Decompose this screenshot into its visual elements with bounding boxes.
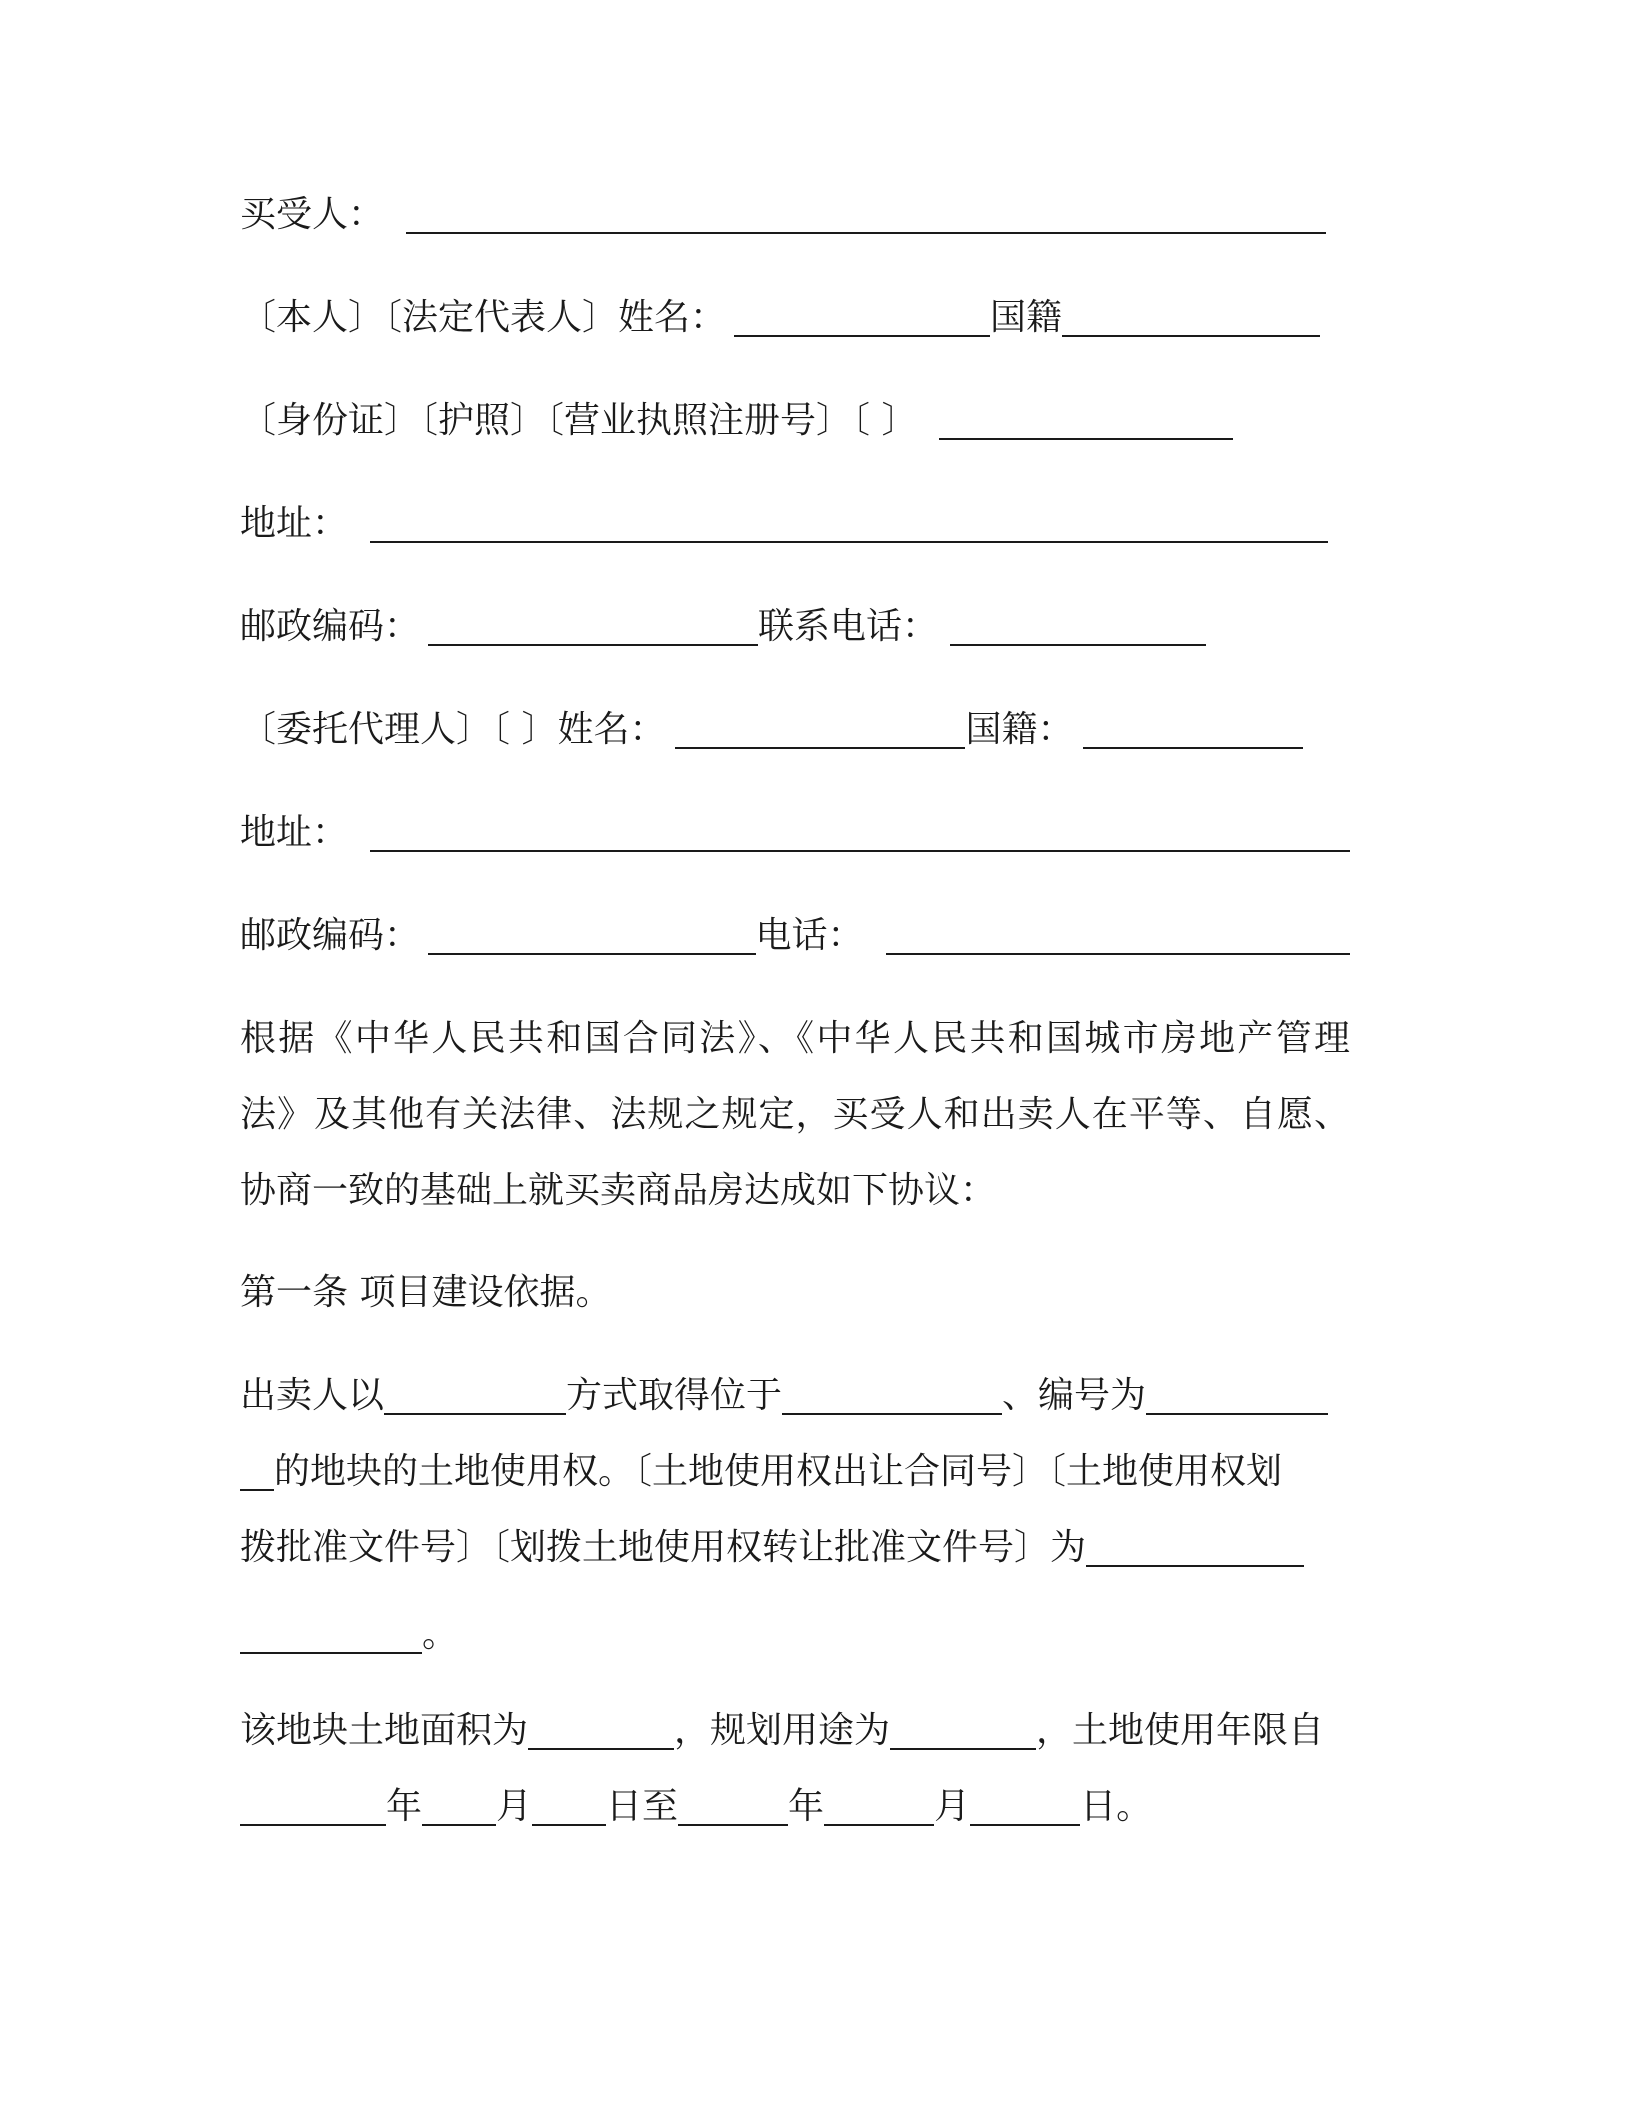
buyer-blank[interactable] bbox=[406, 192, 1326, 234]
buyer-postcode-line bbox=[240, 602, 1350, 652]
buyer-name-blank[interactable] bbox=[734, 295, 990, 337]
agent-name-line bbox=[240, 705, 1350, 755]
approval-doc-text: 拨批准文件号〕〔划拨土地使用权转让批准文件号〕为 bbox=[240, 1527, 1087, 1568]
agent-address-blank[interactable] bbox=[370, 810, 1350, 852]
end-year-blank[interactable] bbox=[678, 1784, 788, 1826]
article-1-p2-line-2 bbox=[240, 1782, 1350, 1832]
agent-address-line bbox=[240, 808, 1350, 858]
buyer-id-line bbox=[240, 396, 1350, 446]
agent-phone-blank[interactable] bbox=[886, 913, 1350, 955]
day-end-label: 日。 bbox=[1080, 1786, 1153, 1827]
month-label-2: 月 bbox=[934, 1786, 971, 1827]
acquire-method-blank[interactable] bbox=[384, 1373, 566, 1415]
day-to-label: 日至 bbox=[606, 1786, 679, 1827]
buyer-nationality-label: 国籍 bbox=[990, 297, 1063, 338]
seller-acquire-label: 出卖人以 bbox=[240, 1375, 385, 1416]
preamble-line-2 bbox=[240, 1090, 1350, 1140]
start-month-blank[interactable] bbox=[422, 1784, 496, 1826]
term-from-label: ，土地使用年限自 bbox=[1036, 1710, 1325, 1751]
article-1-p1-line-4 bbox=[240, 1610, 1350, 1660]
buyer-postcode-label: 邮政编码： bbox=[240, 606, 421, 647]
preamble-text-3: 协商一致的基础上就买卖商品房达成如下协议： bbox=[240, 1170, 997, 1211]
buyer-id-types-label: 〔身份证〕〔护照〕〔营业执照注册号〕〔 〕 bbox=[240, 400, 918, 441]
parcel-number-blank[interactable] bbox=[1146, 1373, 1328, 1415]
article-1-p1-line-3 bbox=[240, 1523, 1350, 1573]
buyer-line bbox=[240, 190, 1350, 240]
buyer-address-blank[interactable] bbox=[370, 501, 1328, 543]
buyer-nationality-blank[interactable] bbox=[1062, 295, 1320, 337]
buyer-postcode-blank[interactable] bbox=[428, 604, 758, 646]
contract-number-blank-cont[interactable] bbox=[240, 1612, 422, 1654]
buyer-phone-blank[interactable] bbox=[950, 604, 1206, 646]
article-1-p1-line-1 bbox=[240, 1371, 1350, 1421]
contract-number-blank[interactable] bbox=[1086, 1525, 1304, 1567]
sentence-end: 。 bbox=[422, 1614, 459, 1655]
location-blank[interactable] bbox=[782, 1373, 1002, 1415]
parcel-number-blank-cont[interactable] bbox=[240, 1449, 274, 1491]
month-label-1: 月 bbox=[496, 1786, 533, 1827]
agent-postcode-line bbox=[240, 911, 1350, 961]
end-day-blank[interactable] bbox=[970, 1784, 1080, 1826]
preamble-text-2: 法》及其他有关法律、法规之规定，买受人和出卖人在平等、自愿、 bbox=[240, 1094, 1350, 1135]
start-year-blank[interactable] bbox=[240, 1784, 386, 1826]
article-1-p1-line-2 bbox=[240, 1447, 1350, 1497]
article-1-heading-line bbox=[240, 1268, 1350, 1318]
agent-phone-label: 电话： bbox=[755, 915, 864, 956]
buyer-id-blank[interactable] bbox=[939, 398, 1233, 440]
year-label-1: 年 bbox=[386, 1786, 423, 1827]
land-area-label: 该地块土地面积为 bbox=[240, 1710, 529, 1751]
preamble-line-1 bbox=[240, 1014, 1350, 1064]
buyer-address-label: 地址： bbox=[240, 503, 349, 544]
buyer-label: 买受人： bbox=[240, 194, 385, 235]
planned-use-blank[interactable] bbox=[890, 1708, 1036, 1750]
parcel-number-label: 、编号为 bbox=[1002, 1375, 1147, 1416]
located-at-label: 方式取得位于 bbox=[566, 1375, 783, 1416]
year-label-2: 年 bbox=[788, 1786, 825, 1827]
planned-use-label: ，规划用途为 bbox=[674, 1710, 891, 1751]
buyer-phone-label: 联系电话： bbox=[758, 606, 939, 647]
land-use-right-text: 的地块的土地使用权。〔土地使用权出让合同号〕〔土地使用权划 bbox=[274, 1451, 1283, 1492]
land-area-blank[interactable] bbox=[528, 1708, 674, 1750]
agent-name-label: 〔委托代理人〕〔 〕姓名： bbox=[240, 709, 666, 750]
article-1-heading: 第一条 项目建设依据。 bbox=[240, 1272, 612, 1313]
agent-name-blank[interactable] bbox=[675, 707, 965, 749]
article-1-p2-line-1 bbox=[240, 1706, 1350, 1756]
buyer-address-line bbox=[240, 499, 1350, 549]
agent-address-label: 地址： bbox=[240, 812, 349, 853]
end-month-blank[interactable] bbox=[824, 1784, 934, 1826]
start-day-blank[interactable] bbox=[532, 1784, 606, 1826]
agent-nationality-blank[interactable] bbox=[1083, 707, 1303, 749]
buyer-name-line bbox=[240, 293, 1350, 343]
agent-postcode-blank[interactable] bbox=[428, 913, 756, 955]
agent-postcode-label: 邮政编码： bbox=[240, 915, 421, 956]
preamble-text-1: 根据《中华人民共和国合同法》、《中华人民共和国城市房地产管理 bbox=[240, 1018, 1350, 1059]
buyer-identity-label: 〔本人〕〔法定代表人〕姓名： bbox=[240, 297, 727, 338]
preamble-line-3 bbox=[240, 1166, 1350, 1216]
agent-nationality-label: 国籍： bbox=[965, 709, 1074, 750]
